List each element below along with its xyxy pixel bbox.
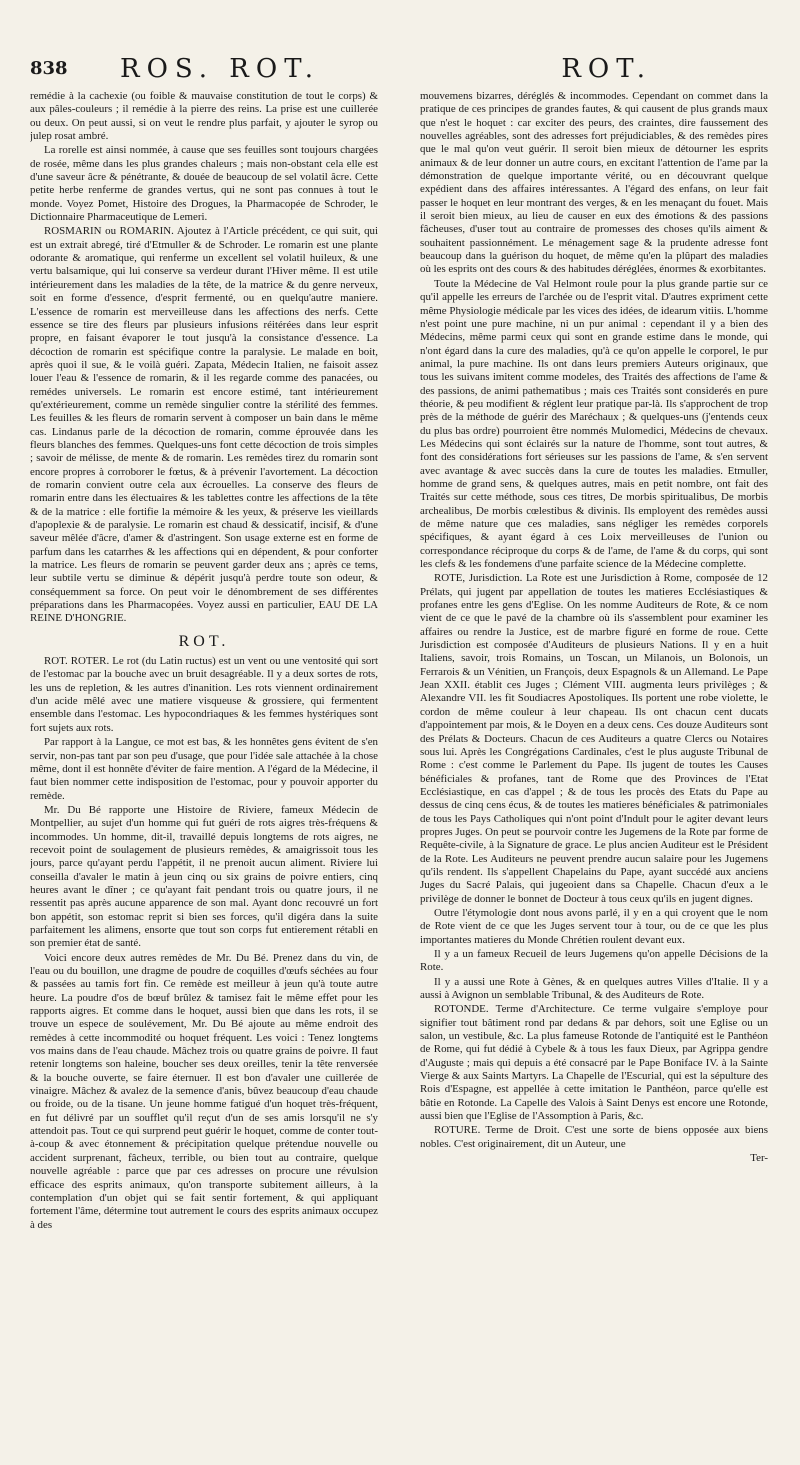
paragraph: remédie à la cachexie (ou foible & mauvaise constitution de tout le corps) & aux pâles-couleurs ; il remédie à la pierre des reins. La prise est une cuillerée ou deux. On peut aussi, si on veut le rendre plus parfait, y ajouter le syrop ou julep rosat ambré.: [30, 90, 378, 143]
paragraph: mouvemens bizarres, déréglés & incommodes. Cependant on commet dans la pratique de ces principes de grandes fautes, & qui causent de plus grands maux que n'est le hoquet : car exciter des peurs, des craintes, dire faussement des nouvelles agréables, sont des adresses fort préjudiciables, & des remèdes pires que le mal qu'on veut guérir. Il seroit bien mieux de détourner les esprits animaux & de leur donner un autre cours, en excitant l'attention de l'ame par la démonstration de quelque importante vérité, ou en découvrant quelque expédient dans des affaires intéressantes. A l'égard des enfans, on leur fait passer le hoquet en leur montrant des verges, & en les menaçant du fouet. Mais il seroit bien mieux, au lieu de causer en eux des émotions & des passions fâcheuses, d'user tout au contraire de promesses des choses qu'ils aiment & souhaitent passionnément. Le ménagement sage & la prudente adresse font beaucoup dans la guérison du hoquet, de même qu'en la plûpart des maladies où les esprits ont des cours & des habitudes déréglées, énormes & exorbitantes.: [420, 90, 768, 276]
paragraph: Toute la Médecine de Val Helmont roule pour la plus grande partie sur ce qu'il appelle les erreurs de l'archée ou de l'esprit vital. D'autres expriment cette même Physiologie médicale par les vices des idées, de idearum vitiis. L'homme n'est point une pure machine, ni un pur animal : cependant il y a bien des Médecins, même parmi ceux qui sont en grande estime dans le monde, qui n'ont égard dans la cure des maladies, qu'à ce qu'on appelle le corporel, le pur animal, la pure machine. Ils ont dans leurs premiers Auteurs originaux, que tous les suivans imitent comme modeles, des Traités des affections de l'ame & des passions, de animi pathematibus ; mais ces Traités sont considerés en pure théorie, & peu modifient & réglent leur pratique par-là. Ils s'approchent de trop près de la méthode de guérir des Maréchaux ; & quelques-uns (j'entends ceux du plus bas ordre) pourroient être nommés Mulomedici, Médecins de chevaux. Les Médecins qui sont éclairés sur la nature de l'homme, sont tout autres, & font des considérations fort sérieuses sur les passions de l'ame, & s'en servent avec avantage & avec succès dans la cure de toutes les maladies. Etmuller, homme de grand sens, & quelques autres, mais en petit nombre, ont fait des Traités sur cette méthode, sous ces titres, De morbis spiritualibus, De morbis archealibus, De morbis cœlestibus & divinis. Ils employent des remèdes aussi de même nature que ces maladies, sans négliger les remèdes corporels spécifiques, & ayant égard à ces Loix merveilleuses de l'union ou correspondance réciproque du corps & de l'ame, de l'ame & du corps, qui sont les clefs & les fondemens d'une parfaite science de la Médecine complette.: [420, 277, 768, 571]
paragraph: ROT. ROTER. Le rot (du Latin ructus) est un vent ou une ventosité qui sort de l'estomac par la bouche avec un bruit desagréable. Il y a deux sortes de rots, les uns de repletion, & les autres d'inanition. Les rots viennent ordinairement d'un acide mêlé avec une matiere visqueuse & grossiere, qui fermentent ensemble dans l'estomac. Les hypocondriaques & les femmes hystériques sont fort sujets aux rots.: [30, 655, 378, 734]
running-head-right: ROT.: [561, 54, 652, 84]
paragraph: Par rapport à la Langue, ce mot est bas, & les honnêtes gens évitent de s'en servir, non-pas tant par son peu d'usage, que pour l'idée sale attachée à la chose même, dont il est honnête d'éviter de faire mention. A l'égard de la Médecine, il faut bien nommer cette indisposition de l'estomac, pour y pouvoir apporter du remède.: [30, 736, 378, 802]
paragraph: ROTURE. Terme de Droit. C'est une sorte de biens opposée aux biens nobles. C'est originairement, dit un Auteur, une: [420, 1124, 768, 1150]
paragraph: Il y a aussi une Rote à Gènes, & en quelques autres Villes d'Italie. Il y a aussi à Avignon un semblable Tribunal, & des Auditeurs de Rote.: [420, 975, 768, 1002]
page-number: 838: [30, 58, 68, 79]
paragraph: ROSMARIN ou ROMARIN. Ajoutez à l'Article précédent, ce qui suit, qui est un extrait abregé, tiré d'Etmuller & de Schroder. Le romarin est une plante odorante & aromatique, qui renferme un excellent sel volatil huileux, & une vertu balsamique, qui lui conserve sa verdeur durant l'Hiver même. Il est utile intérieurement dans les maladies de la tête, de la matrice & du genre nerveux, soit en forme d'essence, d'esprit fermenté, ou en quelqu'autre maniere. L'essence de romarin est merveilleuse dans les affections des nerfs. Cette essence se tire des fleurs par plusieurs infusions réitérées dans leur esprit propre, en faisant évaporer le tout jusqu'à la consistance d'essence. La décoction de romarin est spécifique contre la paralysie. Le malade en boit, après quoi il sue, & le voilà guéri. Zapata, Médecin Italien, ne faisoit assez louer l'eau & l'essence de romarin, & il les regarde comme des panacées, ou remédes universels. Le romarin est encore estimé, tant intérieurement qu'extérieurement, comme un remède singulier contre la stérilité des femmes. Les feuilles & les fleurs de romarin servent à composer un bain dans le même cas. Lindanus parle de la décoction de romarin, comme éprouvée dans les fleurs blanches des femmes. Quelques-uns font cette décoction de trois simples ; savoir de mélisse, de mente & de romarin. Les remèdes tirez du romarin sont encore propres à corroborer le fœtus, & à prévenir l'avortement. La décoction de romarin convient outre cela aux écrouelles. La conserve des fleurs de romarin entre dans les électuaires & les tablettes contre les affections de la tête & de la matrice : elle fortifie la mémoire & les yeux, & préserve les vieillards d'apoplexie & de paralysie. Le romarin est chaud & dessicatif, incisif, & d'une saveur mêlée d'âcre, d'amer & d'astringent. Son usage externe est en forme de parfum dans les catarrhes & les affections qui en dépendent, & pour conforter la matrice. Les fleurs de romarin se peuvent garder deux ans ; après ce tems, leur subtile vertu se diminue & dépérit jusqu'à perdre toute son odeur, & conséquemment sa force. On peut voir le dénombrement de ses différentes préparations dans les Pharmacopées. Voyez aussi en particulier, EAU DE LA REINE D'HONGRIE.: [30, 225, 378, 625]
paragraph: ROTE, Jurisdiction. La Rote est une Jurisdiction à Rome, composée de 12 Prélats, qui jugent par appellation de toutes les matieres Ecclésiastiques & profanes entre les gens d'Eglise. On les nomme Auditeurs de Rote, & ce nom vient de ce que le pavé de la chambre où ils s'assemblent pour examiner les affaires ou rendre la Justice, est de marbre figuré en forme de roue. Cette Jurisdiction est composée d'Auditeurs de plusieurs Nations. Il y en a huit Italiens, savoir, trois Romains, un Toscan, un Milanois, un Bolonois, un Ferrarois & un Vénitien, un François, deux Espagnols & un Allemand. Le Pape Jean XXII. établit ces Juges ; Clément VIII. augmenta leurs privilèges ; & Alexandre VII. les fit Soudiacres Apostoliques. Ils portent une robe violette, le cordon de même couleur à leur chapeau. Ils ont chacun cent ducats d'appointement par mois, & le Doyen en a deux cens. Ces douze Auditeurs sont des Prélats & Docteurs. Chacun de ces Auditeurs a quatre Clercs ou Notaires sous lui. Après les Congrégations Cardinales, c'est le plus auguste Tribunal de Rome : c'est comme le Parlement du Pape. Ils jugent de toutes les Causes bénéficiales & profanes, tant de Rome que des Provinces de l'Etat Ecclésiastique, en cas d'appel ; & de tous les procès des Etats du Pape au dessus de cinq cens écus, & de toutes les matieres bénéficiales & patrimoniales de tous les Pays Catholiques qui n'ont point d'Indult pour le agiter devant leurs propres Juges. On peut se pourvoir contre les Jugemens de la Rote par forme de Requête-civile, à la Signature de grace. Le plus ancien Auditeur est le Président de la Rote. Les Auditeurs ne peuvent prendre aucun salaire pour les Jugemens qu'ils rendent. Ils s'appellent Chapelains du Pape, ayant succédé aux anciens Juges du Sacré Palais, qui jugeoient dans sa Chapelle. Chacun d'eux a le privilège de donner le bonnet de Docteur à tous ceux qu'ils en jugent dignes.: [420, 572, 768, 905]
paragraph: La rorelle est ainsi nommée, à cause que ses feuilles sont toujours chargées de rosée, même dans les plus grandes chaleurs ; mais non-obstant cela elle est d'une saveur âcre & pénétrante, & douée de beaucoup de sel volatil âcre. Cette petite herbe renferme de grandes vertus, qui ne sont pas connues à tout le monde. Voyez Pomet, Histoire des Drogues, la Pharmacopée de Schroder, le Dictionnaire Pharmaceutique de Lemeri.: [30, 144, 378, 224]
section-heading: ROT.: [178, 632, 230, 650]
left-column: [30, 90, 378, 1455]
page-header: [30, 52, 770, 86]
paragraph: Mr. Du Bé rapporte une Histoire de Riviere, fameux Médecin de Montpellier, au sujet d'un homme qui fut guéri de rots aigres très-fréquens & incommodes. Un homme, dit-il, travaillé depuis longtems de rots aigres, ne recevoit point de soulagement de plusieurs remèdes, & amaigrissoit tous les jours, parce qu'ayant perdu l'appétit, il ne prenoit aucun aliment. Riviere lui conseilla d'avaler le matin à jeun cinq ou six grains de poivre entiers, cinq heures avant le dîner ; ce qu'ayant fait pendant trois ou quatre jours, il ne ressentit pas après aucune apparence de son mal. Ayant donc recouvré un fort bon appétit, son estomac reprit si bien ses forces, qu'il digéra dans la suite parfaitement les alimens, ensorte que tout son corps fut entierement rétabli en son premier état de santé.: [30, 803, 378, 950]
right-column: [420, 90, 768, 1455]
running-head-left: ROS. ROT.: [120, 54, 320, 84]
paragraph: Voici encore deux autres remèdes de Mr. Du Bé. Prenez dans du vin, de l'eau ou du bouillon, une dragme de poudre de coquilles d'œufs séchées au four & passées au tamis fort fin. Ce remède est meilleur à jeun qu'à toute autre heure. La poudre d'os de bœuf brûlez & tamisez fait le même effet pour les rapports aigres. Et comme dans le hoquet, aussi bien que dans les rots, il se trouve un espece de soulévement, Mr. Du Bé ajoute au même endroit des remèdes à cette incommodité ou hoquet fréquent. Les voici : Tenez longtems vos mains dans de l'eau chaude. Mâchez trois ou quatre grains de poivre. Il faut retenir longtems son haleine, boucher ses deux oreilles, tenir la tête renversée & la bouche ouverte, se faire éternuer. Il est bon d'avaler une cuillerée de vinaigre. Mâchez & avalez de la semence d'anis, bûvez beaucoup d'eau chaude ou froide, ou de la tisane. Un jeune homme fatigué d'un hoquet très-fréquent, en fut délivré par un soufflet qu'il reçut d'un de ses amis lorsqu'il ne s'y attendoit pas. Tout ce qui surprend peut guérir le hoquet, comme de conter tout-à-coup & avec étonnement & précipitation quelque prétendue nouvelle ou accident surprenant, fâcheux, terrible, ou bien tout au contraire, quelque nouvelle agréable : parce que par ces adresses on procure une révulsion efficace des esprits animaux, qu'on transporte subitement ailleurs, à la contemplation d'un objet qui se fait sentir fortement, & qui appliquant fortement l'âme, détermine tout autrement le cours des esprits animaux occupez à des: [30, 951, 378, 1231]
paragraph: Il y a un fameux Recueil de leurs Jugemens qu'on appelle Décisions de la Rote.: [420, 948, 768, 974]
catchword: Ter-: [750, 1152, 768, 1165]
paragraph: ROTONDE. Terme d'Architecture. Ce terme vulgaire s'employe pour signifier tout bâtiment rond par dedans & par dehors, soit une Eglise ou un salon, un vestibule, &c. La plus fameuse Rotonde de l'antiquité est le Panthéon de Rome, qui fut dédié à Cybele & à tous les faux Dieux, par Agrippa gendre d'Auguste ; mais qui depuis a été consacré par le Pape Boniface IV. à la Sainte Vierge & aux Saints Martyrs. La Chapelle de l'Escurial, qui est la sépulture des Rois d'Espagne, est appellée à cette imitation le Panthéon, parce qu'elle est bâtie en Rotonde. La Capelle des Valois à Saint Denys est encore une Rotonde, aussi bien que l'Eglise de l'Assomption à Paris, &c.: [420, 1003, 768, 1123]
paragraph: Outre l'étymologie dont nous avons parlé, il y en a qui croyent que le nom de Rote vient de ce que les Juges servent tour à tour, ou de ce que les plus importantes matieres du Monde Chrétien roulent devant eux.: [420, 906, 768, 946]
